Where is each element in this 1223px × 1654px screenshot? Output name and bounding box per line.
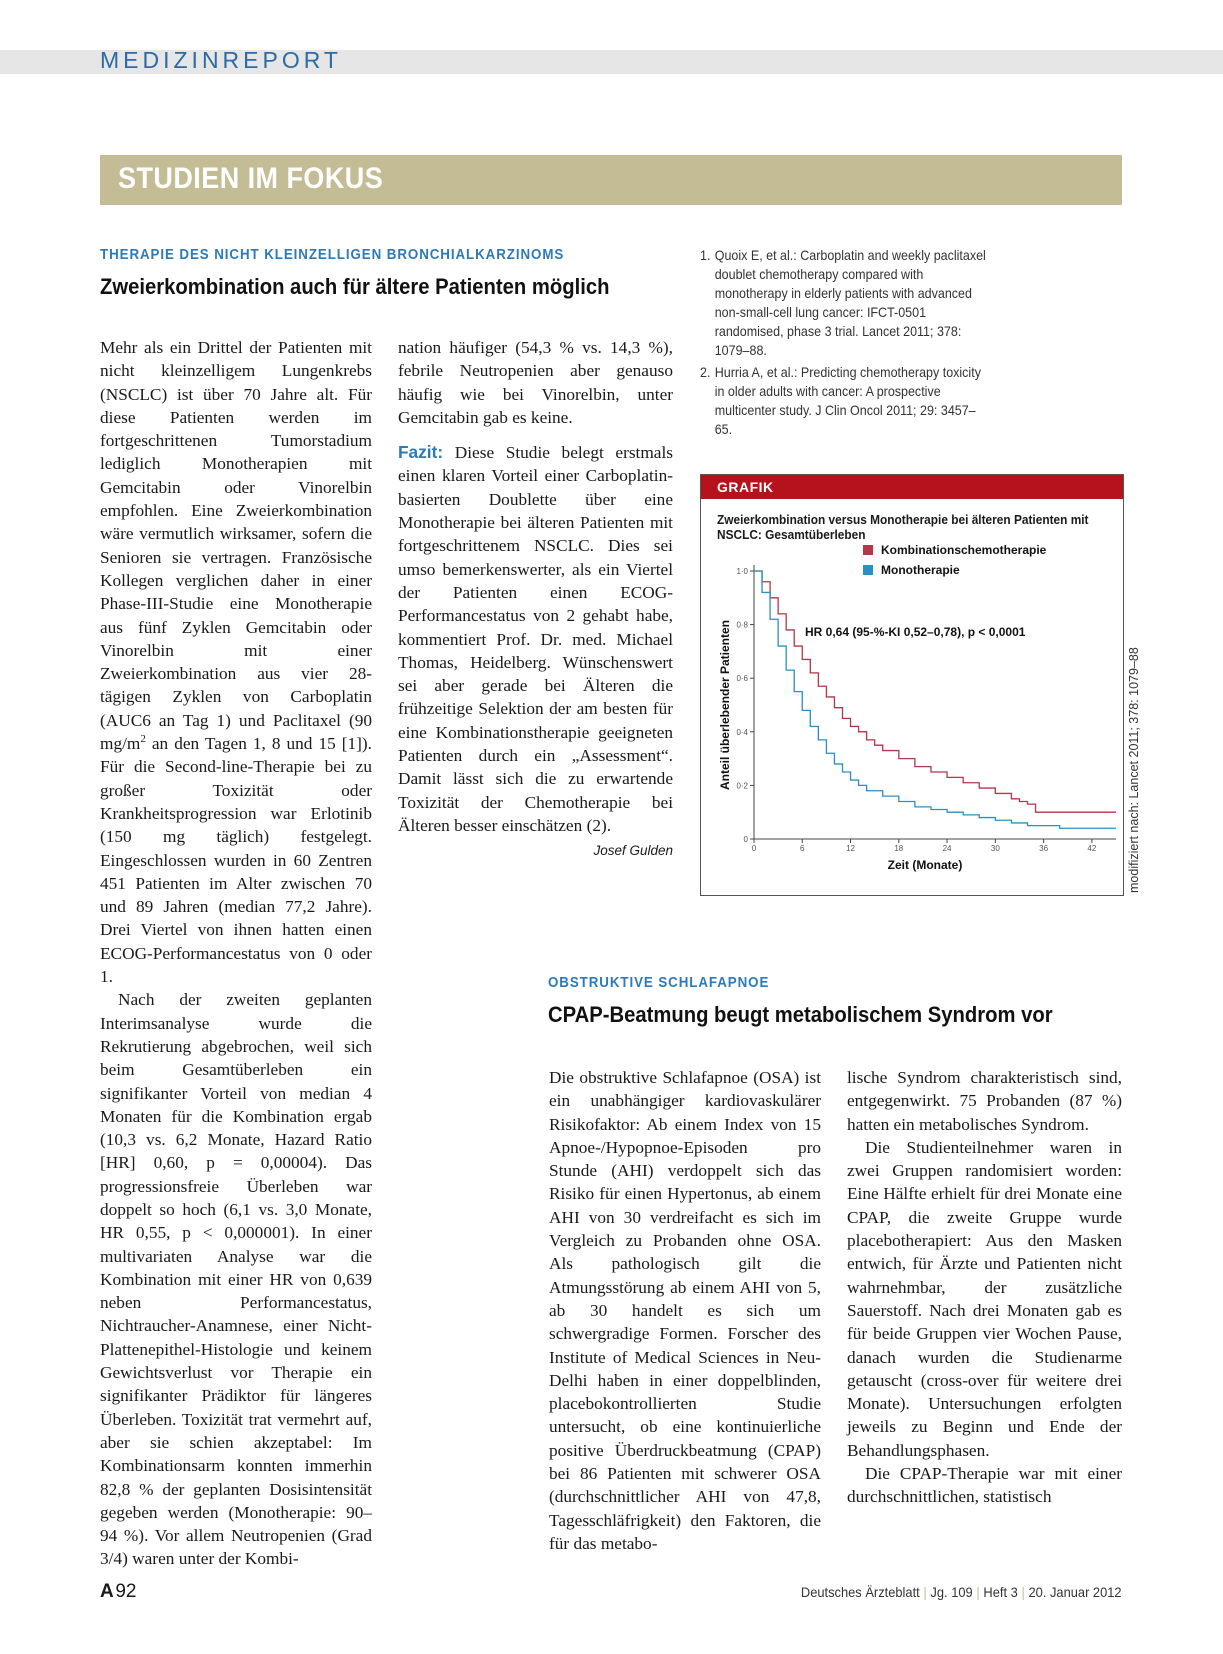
article1-kicker: THERAPIE DES NICHT KLEINZELLIGEN BRONCHIALKARZINOMS [100,247,565,263]
banner [100,155,1122,205]
fazit-paragraph: Fazit: Diese Studie belegt erstmals einen klaren Vorteil einer Carboplatin-basierten Doublette über eine Monotherapie bei älteren Patienten mit fortgeschrittenem NSCLC. Dies sei umso bemerkenswerter, als ein Viertel der Patienten einen ECOG-Performancestatus von 2 gehabt habe, kommentiert Prof. Dr. med. Michael Thomas, Heidelberg. Wünschenswert sei aber gerade bei Älteren die frühzeitige Selektion der am besten für eine Kombinationstherapie geeigneten Patienten durch ein „Assessment“. Damit lässt sich die zu erwartende Toxizität der Chemotherapie bei Älteren besser einschätzen (2). [398,442,673,835]
reference-item: 1. Quoix E, et al.: Carboplatin and weekly paclitaxel doublet chemotherapy compared with monotherapy in elderly patients with advanced non-small-cell lung cancer: IFCT-0501 randomised, phase 3 trial. Lancet 2011; 378: 1079–88. [700,248,986,358]
y-tick-label: 0·4 [736,727,748,737]
page-number: A 92 [100,1581,137,1602]
article1-column-2 [398,336,673,863]
x-tick-label: 30 [990,844,1000,853]
article1-headline: Zweierkombination auch für ältere Patienten möglich [100,274,610,299]
survival-chart [701,475,1123,895]
author: Josef Gulden [593,843,673,859]
source-note: modifiziert nach: Lancet 2011; 378: 1079–88 [1127,647,1141,893]
journal-info: Deutsches Ärzteblatt | Jg. 109 | Heft 3 | 20. Januar 2012 [801,1584,1122,1600]
x-tick-label: 6 [800,844,805,853]
x-tick-label: 36 [1039,844,1049,853]
y-axis-label: Anteil überlebender Patienten [718,619,732,791]
x-tick-label: 0 [751,844,757,853]
y-tick-label: 0·8 [736,620,748,630]
article2-paragraph: Die CPAP-Therapie war mit einer durchschnittlichen, statistisch [847,1464,1122,1507]
banner-title: STUDIEN IM FOKUS [118,162,384,195]
article1-paragraph: Mehr als ein Drittel der Patienten mit nicht kleinzelligem Lungenkrebs (NSCLC) ist über 70 Jahre alt. Für diese Patienten werden im fortgeschrittenen Tumorstadium lediglich Monotherapien mit Gemcitabin oder Vinorelbin empfohlen. Eine Zweierkombination wäre vermutlich wirksamer, sofern die Senioren sie vertragen. Französische Kollegen verglichen daher in einer Phase-III-Studie eine Monotherapie aus fünf Zyklen Gemcitabin oder Vinorelbin mit einer Zweierkombination aus vier 28-tägigen Zyklen von Carboplatin (AUC6 an Tag 1) und Paclitaxel (90 $mg/m^2$ an den Tagen 1, 8 und 15 [1]). Für die Second-line-Therapie bei zu großer Toxizität oder Krankheitsprogression war Erlotinib (150 mg täglich) festgelegt. Eingeschlossen wurden in 60 Zentren 451 Patienten im Alter zwischen 70 und 89 Jahren (median 77,2 Jahre). Drei Viertel von ihnen hatten einen ECOG-Performancestatus von 0 oder 1. [100,338,372,987]
x-tick-label: 12 [846,844,855,853]
chart-title: Zweierkombination versus Monotherapie bei älteren Patienten mit NSCLC: Gesamtüberleben [717,513,1089,542]
fazit-label: Fazit: [398,442,444,463]
legend-label: Monotherapie [881,563,960,577]
article1-paragraph: nation häufiger (54,3 % vs. 14,3 %), febrile Neutropenien aber genauso häufig wie bei Vinorelbin, unter Gemcitabin gab es keine. [398,338,673,427]
references [700,246,986,442]
article2-paragraph: lische Syndrom charakteristisch sind, entgegenwirkt. 75 Probanden (87 %) hatten ein metabolisches Syndrom. [847,1068,1122,1134]
x-tick-label: 42 [1087,844,1097,853]
legend-swatch [863,565,873,575]
y-tick-label: 0 [743,835,748,844]
footer [100,1581,1122,1605]
article2-column-1 [549,1066,821,1555]
article2-kicker: OBSTRUKTIVE SCHLAFAPNOE [548,975,770,991]
article1-column-1 [100,336,372,1571]
section-label: MEDIZINREPORT [100,47,342,73]
grafik-label: GRAFIK [717,479,774,495]
article2-headline: CPAP-Beatmung beugt metabolischem Syndrom vor [548,1002,1053,1027]
y-tick-label: 1·0 [736,567,748,576]
article1-paragraph: Nach der zweiten geplanten Interimsanalyse wurde die Rekrutierung abgebrochen, weil sich beim Gesamtüberleben ein signifikanter Vorteil von median 4 Monaten für die Kombination ergab (10,3 vs. 6,2 Monate, Hazard Ratio [HR] 0,60, p = 0,00004). Das progressionsfreie Überleben war doppelt so hoch (6,1 vs. 3,0 Monate, HR 0,55, p < 0,000001). In einer multivariaten Analyse war die Kombination mit einer HR von 0,639 neben Performancestatus, Nichtraucher-Anamnese, einer Nicht-Plattenepithel-Histologie und keinem Gewichtsverlust vor Therapie ein signifikanter Prädiktor für längeres Überleben. Toxizität trat vermehrt auf, aber sie schien akzeptabel: Im Kombinationsarm konnten immerhin 82,8 % der geplanten Dosisintensität gegeben werden (Monotherapie: 90–94 %). Vor allem Neutropenien (Grad 3/4) waren unter der Kombi- [100,990,372,1569]
article2-paragraph: Die obstruktive Schlafapnoe (OSA) ist ein unabhängiger kardiovaskulärer Risikofaktor: Ab einem Index von 15 Apnoe-/Hypopnoe-Episoden pro Stunde (AHI) verdoppelt sich das Risiko für einen Hypertonus, ab einem AHI von 30 verdreifacht es sich im Vergleich zu Probanden ohne OSA. Als pathologisch gilt die Atmungsstörung ab einem AHI von 5, ab 30 handelt es sich um schwergradige Formen. Forscher des Institute of Medical Sciences in Neu-Delhi haben in einer doppelblinden, placebokontrollierten Studie untersucht, ob eine kontinuierliche positive Überdruckbeatmung (CPAP) bei 86 Patienten mit schwerer OSA (durchschnittlicher AHI von 47,8, Tagesschläfrigkeit) den Faktoren, die für das metabo- [549,1068,821,1553]
x-tick-label: 24 [942,844,952,853]
article2-column-2 [847,1066,1122,1509]
grafik-box [700,474,1124,896]
x-axis-label: Zeit (Monate) [887,858,963,872]
y-tick-label: 0·6 [736,674,748,684]
article2-paragraph: Die Studienteilnehmer waren in zwei Gruppen randomisiert worden: Eine Hälfte erhielt für drei Monate eine CPAP, die zweite Gruppe wurde placebotherapiert: Aus den Masken entwich, für Ärzte und Patienten nicht wahrnehmbar, der zusätzliche Sauerstoff. Nach drei Monaten gab es für beide Gruppen vier Wochen Pause, danach wurden die Studienarme getauscht (cross-over für weitere drei Monate). Untersuchungen erfolgten jeweils zu Beginn und Ende der Behandlungsphasen. [847,1137,1122,1460]
reference-item: 2. Hurria A, et al.: Predicting chemotherapy toxicity in older adults with cancer: A prospective multicenter study. J Clin Oncol 2011; 29: 3457–65. [700,365,981,437]
x-tick-label: 18 [894,844,904,853]
series-line-monotherapie [754,571,1116,828]
legend-swatch [863,545,873,555]
series-line-kombination [754,571,1116,812]
y-tick-label: 0·2 [736,781,748,791]
hr-annotation: HR 0,64 (95-%-KI 0,52–0,78), p < 0,0001 [805,625,1026,639]
legend-label: Kombinationschemotherapie [881,543,1047,557]
